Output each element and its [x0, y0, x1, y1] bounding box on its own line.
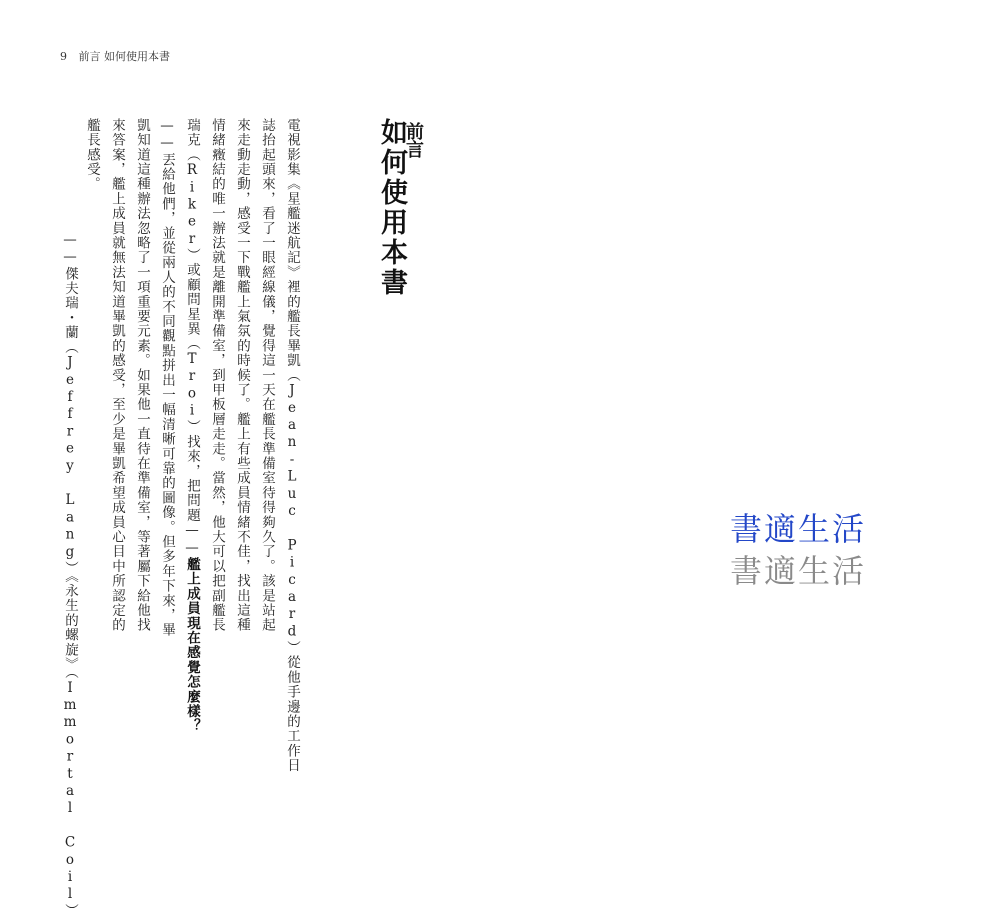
body-column-4: 情緒癥結的唯一辦法就是離開準備室，到甲板層走走。當然，他大可以把副艦長 [209, 118, 225, 633]
bold-question: 艦上成員現在感覺怎麼樣？ [184, 557, 200, 734]
page-number: 9 [60, 50, 67, 63]
quote-attribution: ——傑夫瑞・蘭（Jeffrey Lang）《永生的螺旋》（Immortal Coil） [62, 232, 78, 918]
body-column-5 [182, 118, 202, 734]
body-column-7: 凱知道這種辦法忽略了一項重要元素。如果他一直待在準備室，等著屬下給他找 [134, 118, 150, 633]
body-column-3: 來走動走動，感受一下戰艦上氣氛的時候了。艦上有些成員情緒不佳，找出這種 [234, 118, 250, 633]
body-column-8: 來答案，艦上成員就無法知道畢凱的感受，至少是畢凱希望成員心目中所認定的 [109, 118, 125, 633]
body-column-1: 電視影集《星艦迷航記》裡的艦長畢凱（Jean-Luc Picard）從他手邊的工作日 [284, 118, 300, 773]
chapter-label: 前言 [403, 122, 424, 158]
publisher-logo-primary: 書適生活 [730, 510, 867, 548]
publisher-logo-secondary: 書適生活 [730, 552, 867, 590]
running-head [60, 48, 178, 64]
running-head-section: 前言 如何使用本書 [78, 50, 170, 63]
body-column-2: 誌抬起頭來，看了一眼經線儀，覺得這一天在艦長準備室待得夠久了。該是站起 [259, 118, 275, 633]
chapter-title: 如何使用本書 [376, 118, 407, 298]
body-column-5-text: 瑞克（Riker）或顧問星異（Troi）找來，把問題—— [184, 118, 200, 558]
body-column-6: ——丟給他們，並從兩人的不同觀點拼出一幅清晰可靠的圖像。但多年下來，畢 [159, 118, 175, 638]
body-column-9: 艦長感受。 [84, 118, 100, 192]
